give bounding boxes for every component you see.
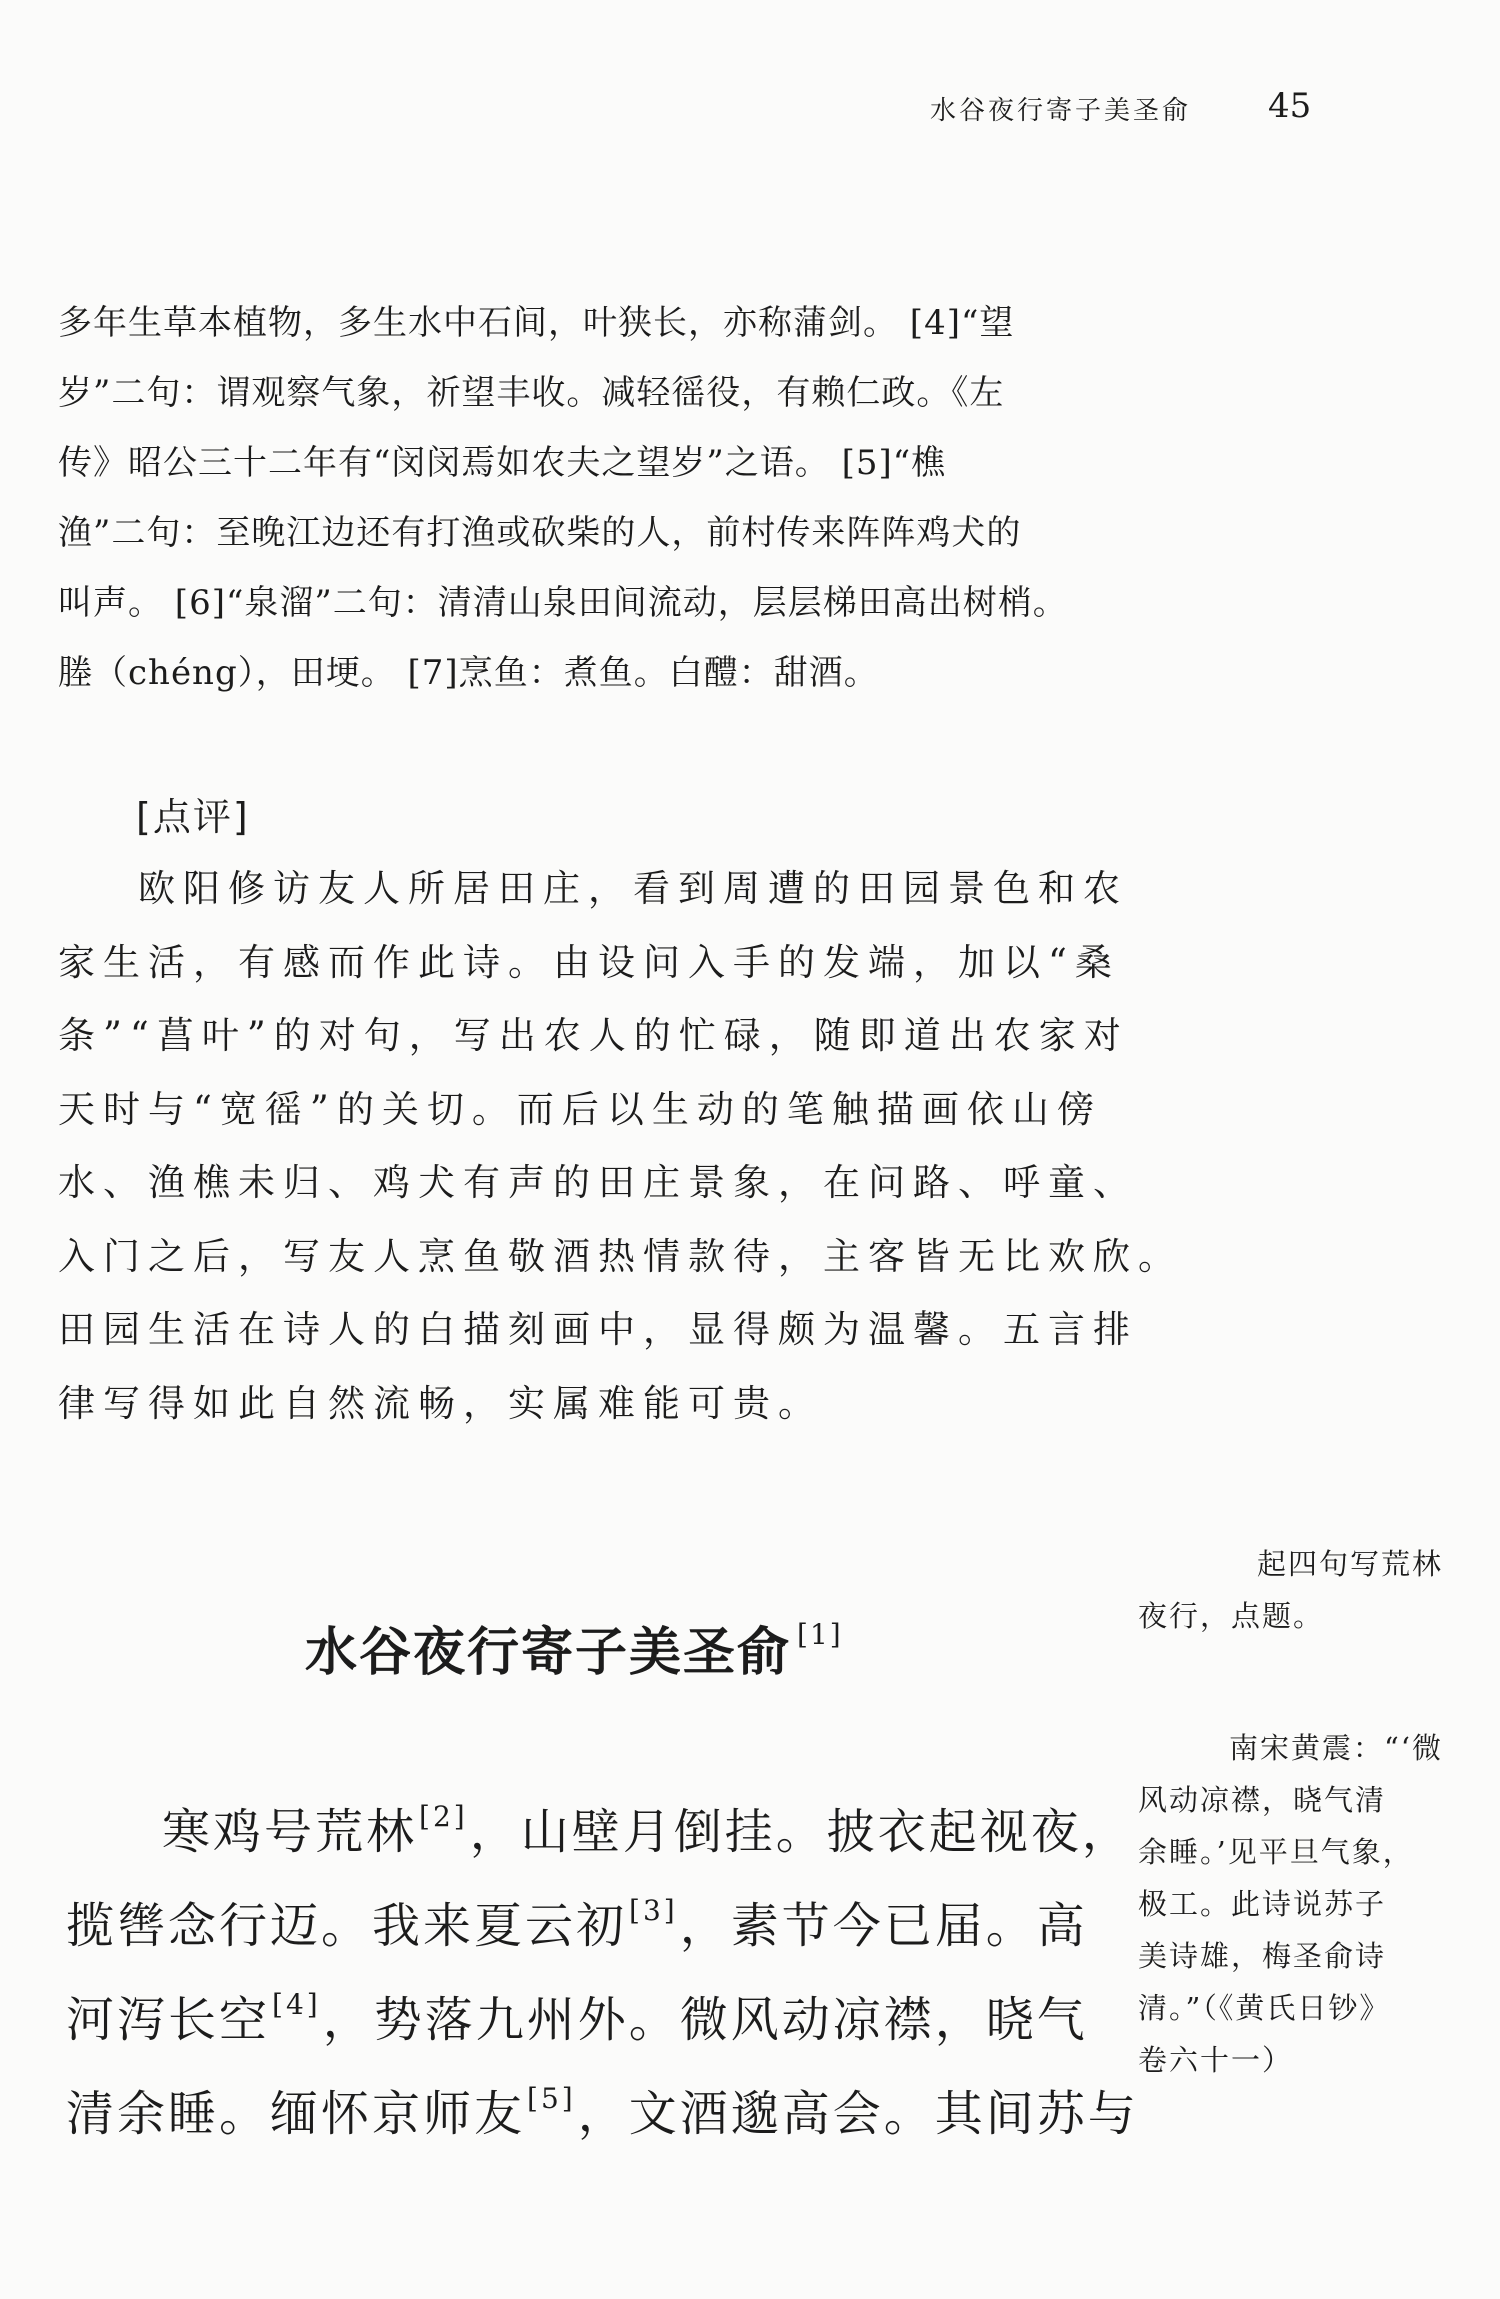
note-line: 传》昭公三十二年有“闵闵焉如农夫之望岁”之语。 [5]“樵 (58, 443, 947, 483)
poem-title-text: 水谷夜行寄子美圣俞 (305, 1622, 792, 1683)
poem-text: 清余睡。缅怀京师友 (66, 2086, 526, 2142)
poem-line (66, 1958, 1116, 2052)
margin-note-line: 极工。此诗说苏子 (1138, 1887, 1387, 1921)
note-line: 叫声。 [6]“泉溜”二句：清清山泉田间流动，层层梯田高出树梢。 (58, 583, 1068, 623)
running-header-title: 水谷夜行寄子美圣俞 (930, 96, 1192, 126)
footnote-marker: [2] (419, 1800, 468, 1833)
margin-note-opening (1138, 1538, 1443, 1642)
poem-text: ，素节今已届。高 (679, 1898, 1088, 1954)
footnote-marker: [5] (527, 2082, 576, 2115)
annotation-notes (58, 288, 1088, 708)
review-heading: [点评] (136, 795, 250, 839)
review-line: 入门之后，写友人烹鱼敬酒热情款待，主客皆无比欢欣。 (58, 1234, 1183, 1278)
margin-note-line: 余睡。’见平旦气象， (1138, 1835, 1414, 1869)
margin-note-line: 卷六十一） (1138, 2043, 1294, 2077)
review-line: 田园生活在诗人的白描刻画中，显得颇为温馨。五言排 (58, 1308, 1138, 1351)
review-line: 律写得如此自然流畅，实属难能可贵。 (58, 1381, 823, 1425)
note-line: 塍（chéng），田埂。 [7]烹鱼：煮鱼。白醴：甜酒。 (58, 653, 879, 693)
review-line: 天时与“宽徭”的关切。而后以生动的笔触描画依山傍 (58, 1087, 1102, 1131)
footnote-marker: [3] (629, 1894, 678, 1927)
poem-line (66, 1770, 1133, 1864)
margin-note-line: 清。”（《黄氏日钞》 (1138, 1991, 1391, 2025)
margin-note-huang-zhen (1138, 1722, 1443, 2086)
note-line: 多年生草本植物，多生水中石间，叶狭长，亦称蒲剑。 [4]“望 (58, 303, 1015, 343)
review-line: 欧阳修访友人所居田庄，看到周遭的田园景色和农 (138, 867, 1128, 910)
poem-text: 河泻长空 (66, 1992, 271, 2048)
poem-line (66, 1864, 1116, 1958)
note-line: 渔”二句：至晚江边还有打渔或砍柴的人，前村传来阵阵鸡犬的 (58, 513, 1022, 553)
poem-line (66, 2052, 1139, 2146)
poem-title (305, 1610, 843, 1685)
review-paragraph (58, 852, 1183, 1440)
margin-note-line: 南宋黄震：“‘微 (1228, 1731, 1443, 1765)
poem-text: 揽辔念行迈。我来夏云初 (66, 1898, 628, 1954)
margin-note-line: 风动凉襟，晓气清 (1138, 1783, 1387, 1817)
margin-note-line: 美诗雄，梅圣俞诗 (1138, 1939, 1387, 1973)
review-line: 条”“菖叶”的对句，写出农人的忙碌，随即道出农家对 (58, 1014, 1129, 1057)
note-line: 岁”二句：谓观察气象，祈望丰收。减轻徭役，有赖仁政。《左 (58, 373, 1005, 413)
page-number: 45 (1268, 86, 1312, 126)
footnote-marker: [4] (272, 1988, 321, 2021)
review-line: 水、渔樵未归、鸡犬有声的田庄景象，在问路、呼童、 (58, 1161, 1138, 1204)
poem-text: ，文酒邈高会。其间苏与 (577, 2086, 1139, 2142)
poem-body (66, 1770, 1139, 2146)
poem-text: ，势落九州外。微风动凉襟，晓气 (322, 1992, 1088, 2048)
margin-note-line: 起四句写荒林 (1256, 1547, 1443, 1581)
margin-note-line: 夜行，点题。 (1138, 1599, 1325, 1633)
footnote-marker: [1] (797, 1618, 843, 1651)
poem-text: ，山壁月倒挂。披衣起视夜， (469, 1804, 1133, 1860)
poem-text: 寒鸡号荒林 (162, 1804, 418, 1860)
review-line: 家生活，有感而作此诗。由设问入手的发端，加以“桑 (58, 940, 1120, 984)
